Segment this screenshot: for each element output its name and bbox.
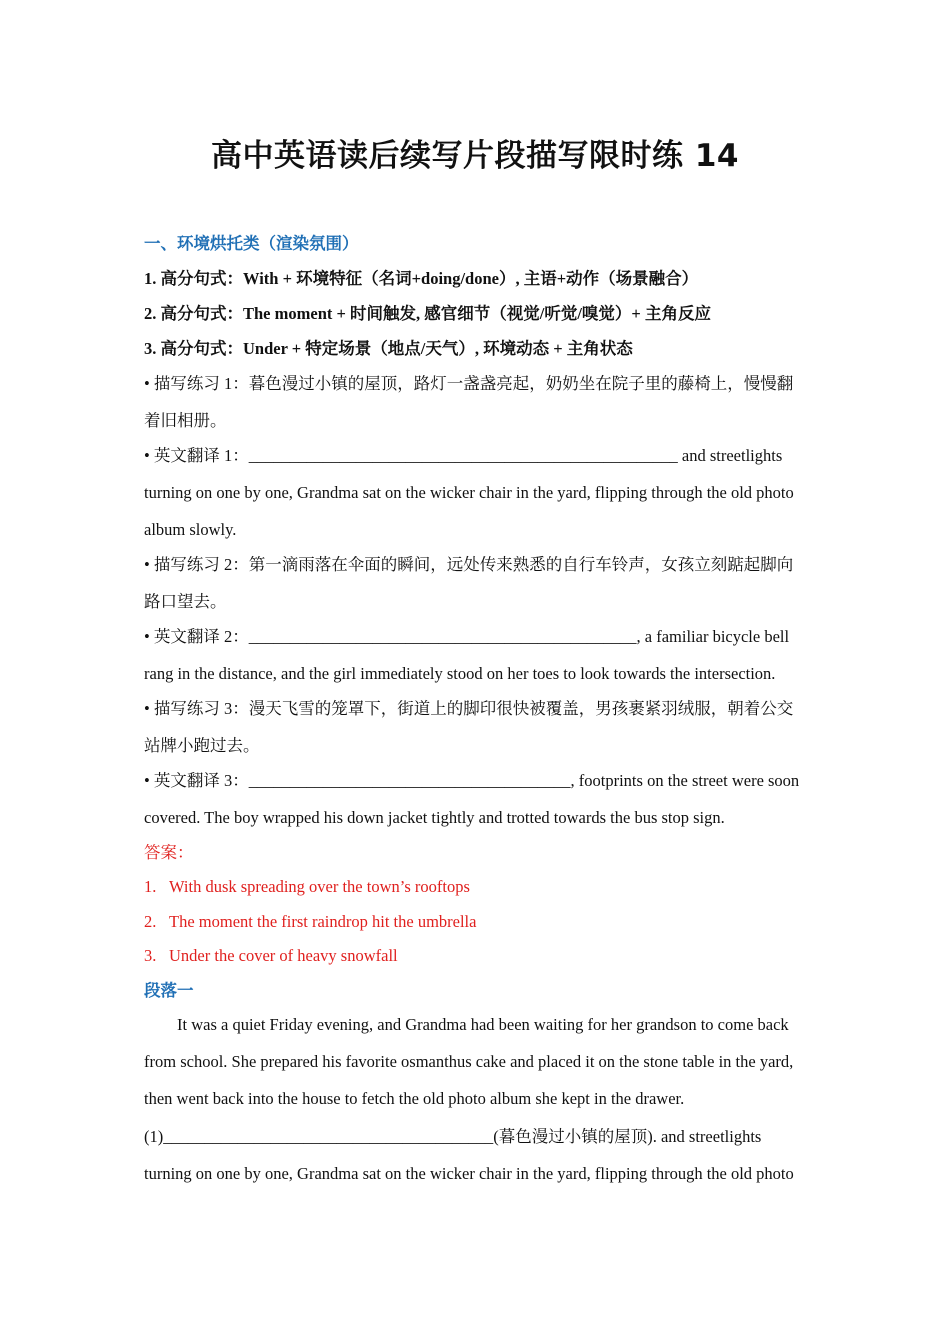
exercise-2-translation: • 英文翻译 2：_______________________________________________, a familiar bicycle bell (144, 627, 790, 646)
answer-text: With dusk spreading over the town’s rooftops (169, 877, 470, 896)
exercise-3-desc: • 描写练习 3：漫天飞雪的笼罩下，街道上的脚印很快被覆盖，男孩裹紧羽绒服，朝着公交 (144, 699, 794, 718)
exercise-1-desc-cont: 着旧相册。 (144, 411, 227, 430)
answer-number: 3. (144, 946, 157, 965)
paragraph-line: It was a quiet Friday evening, and Grandma had been waiting for her grandson to come back (177, 1015, 789, 1034)
paragraph-blank-line: (1)________________________________________(暮色漫过小镇的屋顶). and streetlights (144, 1127, 762, 1146)
section-heading: 一、环境烘托类（渲染氛围） (144, 234, 359, 253)
exercise-1-translation: • 英文翻译 1：____________________________________________________ and streetlights (144, 446, 783, 465)
exercise-2-desc: • 描写练习 2：第一滴雨落在伞面的瞬间，远处传来熟悉的自行车铃声，女孩立刻踮起脚向 (144, 555, 794, 574)
paragraph-line: then went back into the house to fetch the old photo album she kept in the drawer. (144, 1089, 685, 1108)
exercise-3-translation: • 英文翻译 3：_______________________________________, footprints on the street were soon (144, 771, 800, 790)
pattern-3: 3. 高分句式：Under + 特定场景（地点/天气）, 环境动态 + 主角状态 (144, 339, 633, 358)
answers-label: 答案： (144, 843, 194, 862)
answer-item (144, 945, 814, 967)
paragraph-heading: 段落一 (144, 981, 194, 1000)
paragraph-line: from school. She prepared his favorite osmanthus cake and placed it on the stone table in the yard, (144, 1052, 794, 1071)
exercise-3-translation-cont: covered. The boy wrapped his down jacket tightly and trotted towards the bus stop sign. (144, 808, 725, 827)
answer-number: 2. (144, 912, 157, 931)
answer-item (144, 876, 814, 898)
exercise-3-desc-cont: 站牌小跑过去。 (144, 736, 260, 755)
answer-text: The moment the first raindrop hit the umbrella (169, 912, 477, 931)
pattern-1: 1. 高分句式：With + 环境特征（名词+doing/done）, 主语+动作（场景融合） (144, 269, 699, 288)
exercise-1-translation-cont: turning on one by one, Grandma sat on the wicker chair in the yard, flipping through the old photo (144, 483, 794, 502)
answer-text: Under the cover of heavy snowfall (169, 946, 398, 965)
exercise-2-translation-cont: rang in the distance, and the girl immediately stood on her toes to look towards the intersection. (144, 664, 776, 683)
exercise-1-translation-end: album slowly. (144, 520, 237, 539)
pattern-2: 2. 高分句式：The moment + 时间触发, 感官细节（视觉/听觉/嗅觉）+ 主角反应 (144, 304, 711, 323)
paragraph-line: turning on one by one, Grandma sat on the wicker chair in the yard, flipping through the old photo (144, 1164, 794, 1183)
exercise-1-desc: • 描写练习 1：暮色漫过小镇的屋顶，路灯一盏盏亮起，奶奶坐在院子里的藤椅上，慢慢翻 (144, 374, 794, 393)
exercise-2-desc-cont: 路口望去。 (144, 592, 227, 611)
answer-item (144, 911, 814, 933)
answer-number: 1. (144, 877, 157, 896)
page-title: 高中英语读后续写片段描写限时练 14 (211, 138, 739, 174)
